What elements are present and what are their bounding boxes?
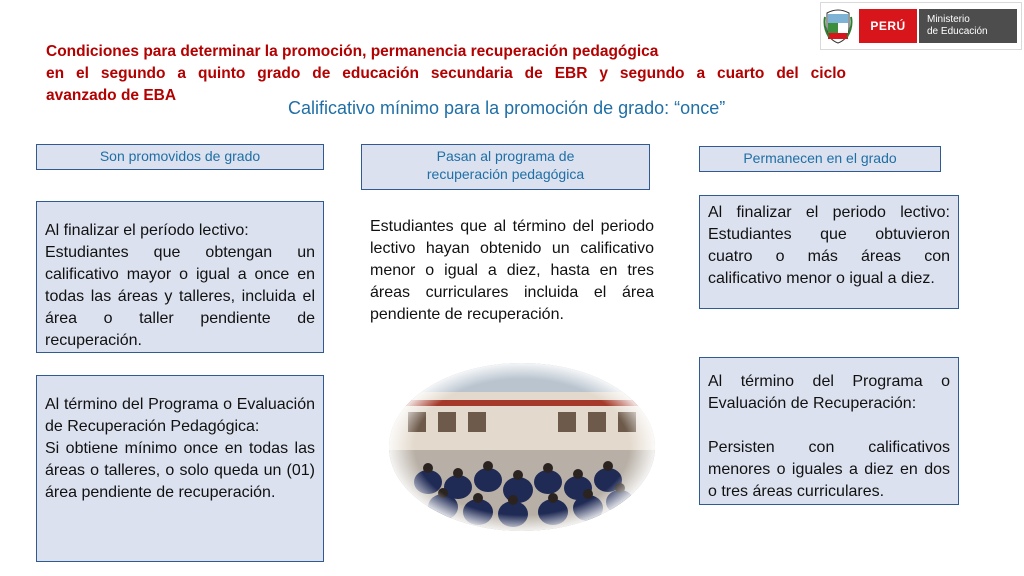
box-remain-end-period: Al finalizar el periodo lectivo: Estudiantes que obtuvieron cuatro o más áreas con calificativo menor o igual a diez.: [699, 195, 959, 309]
ministry-logo: [820, 2, 1022, 50]
title-line-2: en el segundo a quinto grado de educación secundaria de EBR y segundo a cuarto del ciclo: [46, 65, 846, 82]
students-photo: [388, 362, 656, 532]
title-line-1: Condiciones para determinar la promoción, permanencia recuperación pedagógica: [46, 43, 659, 60]
title-line-3: avanzado de EBA: [46, 87, 177, 104]
box-remain-after-program: Al término del Programa o Evaluación de Recuperación: Persisten con calificativos menores o iguales a diez en dos o tres áreas curriculares.: [699, 357, 959, 505]
subtitle: Calificativo mínimo para la promoción de grado: “once”: [288, 98, 726, 118]
header-recovery: Pasan al programa de recuperación pedagógica: [361, 144, 650, 190]
header-promoted: Son promovidos de grado: [36, 144, 324, 170]
header-remain: Permanecen en el grado: [699, 146, 941, 172]
crest-icon: [823, 7, 853, 45]
box-promoted-end-period: Al finalizar el período lectivo: Estudiantes que obtengan un calificativo mayor o igual a once en todas las áreas y talleres, incluida el área o taller pendiente de recuperación.: [36, 201, 324, 353]
recovery-description: Estudiantes que al término del periodo lectivo hayan obtenido un calificativo menor o igual a diez, hasta en tres áreas curriculares incluida el área pendiente de recuperación.: [370, 218, 654, 323]
peru-label: PERÚ: [859, 9, 917, 43]
ministry-label: Ministerio de Educación: [919, 9, 1017, 43]
box-promoted-after-program: Al término del Programa o Evaluación de Recuperación Pedagógica: Si obtiene mínimo once en todas las áreas o talleres, o solo queda un (01) área pendiente de recuperación.: [36, 375, 324, 562]
